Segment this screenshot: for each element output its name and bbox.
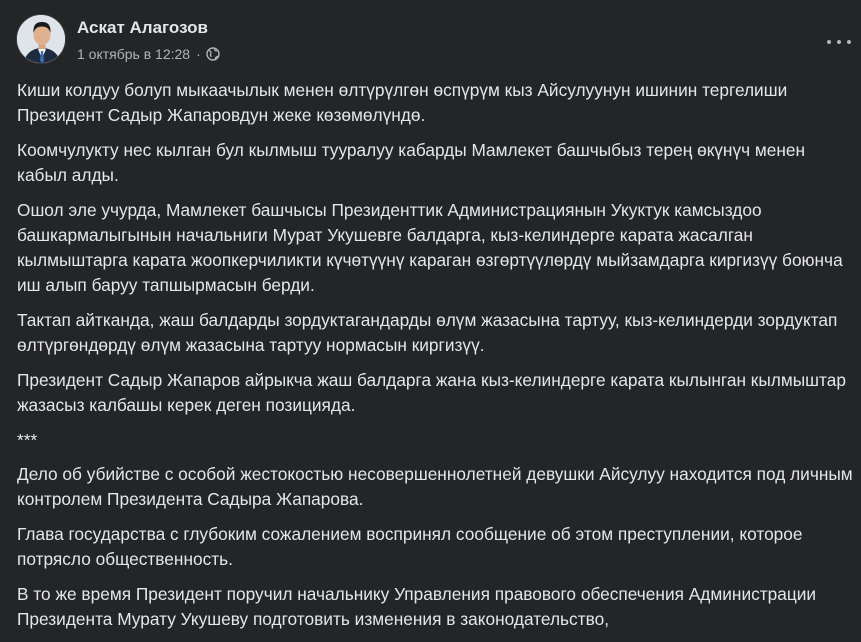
post-timestamp[interactable]: 1 октябрь в 12:28 <box>77 46 191 62</box>
author-name[interactable]: Аскат Алагозов <box>77 18 208 37</box>
section-divider-text: *** <box>17 430 38 450</box>
post-body <box>17 78 857 642</box>
post-meta <box>77 46 220 62</box>
post-paragraph: Киши колдуу болуп мыкаачылык менен өлтүрүлгөн өспүрүм кыз Айсулуунун ишинин тергелиши Президент Садыр Жапаровдун жеке көзөмөлүндө. <box>17 80 788 125</box>
post-paragraph: Президент Садыр Жапаров айрыкча жаш балдарга жана кыз-келиндерге карата кылынган кылмыштар жазасыз калбашы керек деген позицияда. <box>17 370 846 415</box>
more-options-icon[interactable] <box>827 36 851 48</box>
globe-icon[interactable] <box>206 47 220 61</box>
meta-separator: · <box>196 46 201 62</box>
post-paragraph: Глава государства с глубоким сожалением воспринял сообщение об этом преступлении, которое потрясло общественность. <box>17 524 803 569</box>
post-paragraph: В то же время Президент поручил начальнику Управления правового обеспечения Администрации Президента Мурату Укушеву подготовить изменения в законодательство, <box>17 584 817 629</box>
post-header <box>16 14 861 68</box>
avatar[interactable] <box>16 14 66 64</box>
post-paragraph: Коомчулукту нес кылган бул кылмыш тууралуу кабарды Мамлекет башчыбыз терең өкүнүч менен кабыл алды. <box>17 140 806 185</box>
post-paragraph: Дело об убийстве с особой жестокостью несовершеннолетней девушки Айсулуу находится под личным контролем Президента Садыра Жапарова. <box>17 464 853 509</box>
post-paragraph: Тактап айтканда, жаш балдарды зордуктагандарды өлүм жазасына тартуу, кыз-келиндерди зордуктап өлтүргөндөрдү өлүм жазасына тартуу нормасын киргизүү. <box>17 310 838 355</box>
post-paragraph: Ошол эле учурда, Мамлекет башчысы Президенттик Администрациянын Укуктук камсыздоо башкармалыгынын начальниги Мурат Укушевге балдарга, кыз-келиндерге карата жасалган кылмыштарга карата жоопкерчиликти күчөтүүнү караган өзгөртүүлөрдү мыйзамдарга киргизүү боюнча иш алып баруу тапшырмасын берди. <box>17 200 843 295</box>
avatar-photo <box>17 15 66 64</box>
